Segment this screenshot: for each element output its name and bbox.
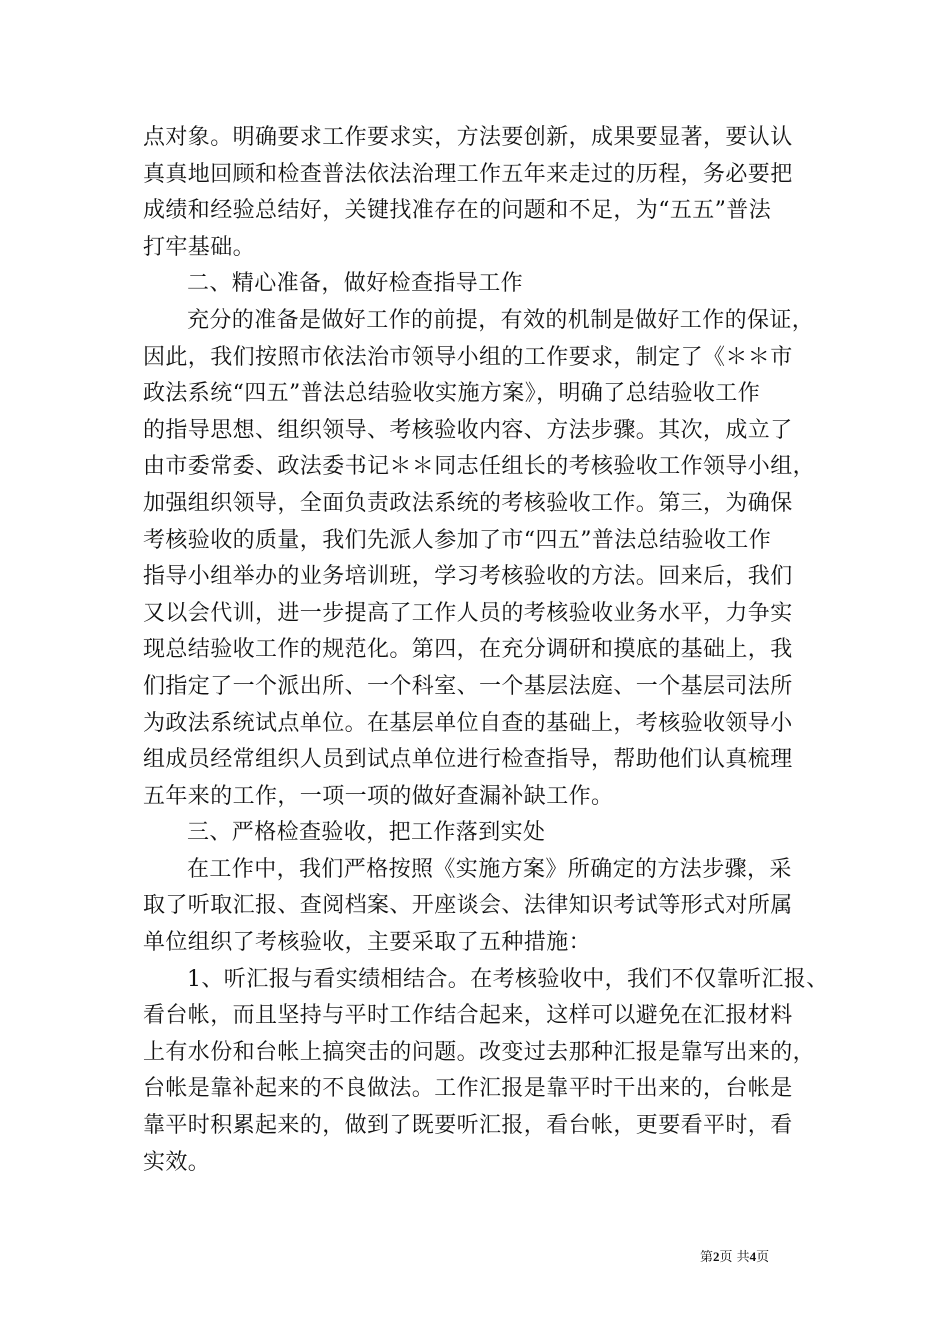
body-line: 考核验收的质量，我们先派人参加了市“四五”普法总结验收工作 bbox=[143, 527, 772, 553]
body-line: 因此，我们按照市依法治市领导小组的工作要求，制定了《＊＊市 bbox=[143, 344, 793, 370]
body-line: 靠平时积累起来的，做到了既要听汇报，看台帐，更要看平时，看 bbox=[143, 1113, 793, 1139]
body-line: 加强组织领导，全面负责政法系统的考核验收工作。第三，为确保 bbox=[143, 490, 793, 516]
paragraph-start-line: 在工作中，我们严格按照《实施方案》所确定的方法步骤，采 bbox=[187, 856, 792, 882]
body-line: 现总结验收工作的规范化。第四，在充分调研和摸底的基础上，我 bbox=[143, 637, 793, 663]
body-line: 五年来的工作，一项一项的做好查漏补缺工作。 bbox=[143, 783, 614, 809]
footer-prefix: 第 bbox=[700, 1250, 714, 1265]
paragraph-start-line: 1、听汇报与看实绩相结合。在考核验收中，我们不仅靠听汇报、 bbox=[187, 966, 829, 992]
body-line: 上有水份和台帐上搞突击的问题。改变过去那种汇报是靠写出来的， bbox=[143, 1039, 816, 1065]
body-line: 真真地回顾和检查普法依法治理工作五年来走过的历程，务必要把 bbox=[143, 161, 793, 187]
footer-middle: 页 共 bbox=[719, 1250, 750, 1265]
body-line: 取了听取汇报、查阅档案、开座谈会、法律知识考试等形式对所属 bbox=[143, 893, 793, 919]
paragraph-start-line: 充分的准备是做好工作的前提，有效的机制是做好工作的保证， bbox=[187, 307, 815, 333]
section-heading-2: 二、精心准备，做好检查指导工作 bbox=[187, 271, 524, 297]
body-line: 成绩和经验总结好，关键找准存在的问题和不足，为“五五”普法 bbox=[143, 198, 772, 224]
body-line: 单位组织了考核验收，主要采取了五种措施： bbox=[143, 930, 592, 956]
body-line: 由市委常委、政法委书记＊＊同志任组长的考核验收工作领导小组， bbox=[143, 454, 816, 480]
document-body bbox=[143, 120, 829, 1181]
body-line: 们指定了一个派出所、一个科室、一个基层法庭、一个基层司法所 bbox=[143, 673, 793, 699]
current-page-number: 2 bbox=[713, 1249, 720, 1264]
body-line: 政法系统“四五”普法总结验收实施方案》，明确了总结验收工作 bbox=[143, 381, 761, 407]
body-line: 实效。 bbox=[143, 1149, 211, 1175]
body-line: 打牢基础。 bbox=[143, 234, 256, 260]
body-line: 的指导思想、组织领导、考核验收内容、方法步骤。其次，成立了 bbox=[143, 417, 793, 443]
body-line: 点对象。明确要求工作要求实，方法要创新，成果要显著，要认认 bbox=[143, 125, 793, 150]
body-line: 组成员经常组织人员到试点单位进行检查指导，帮助他们认真梳理 bbox=[143, 747, 793, 773]
total-page-number: 4 bbox=[749, 1249, 757, 1264]
page-number-footer bbox=[700, 1249, 769, 1266]
body-line: 台帐是靠补起来的不良做法。工作汇报是靠平时干出来的，台帐是 bbox=[143, 1076, 793, 1102]
body-line: 又以会代训，进一步提高了工作人员的考核验收业务水平，力争实 bbox=[143, 600, 793, 626]
body-line: 看台帐，而且坚持与平时工作结合起来，这样可以避免在汇报材料 bbox=[143, 1003, 793, 1029]
body-line: 指导小组举办的业务培训班，学习考核验收的方法。回来后，我们 bbox=[143, 564, 793, 590]
footer-suffix: 页 bbox=[756, 1250, 770, 1265]
body-line: 为政法系统试点单位。在基层单位自查的基础上，考核验收领导小 bbox=[143, 710, 793, 736]
section-heading-3: 三、严格检查验收，把工作落到实处 bbox=[187, 820, 546, 846]
